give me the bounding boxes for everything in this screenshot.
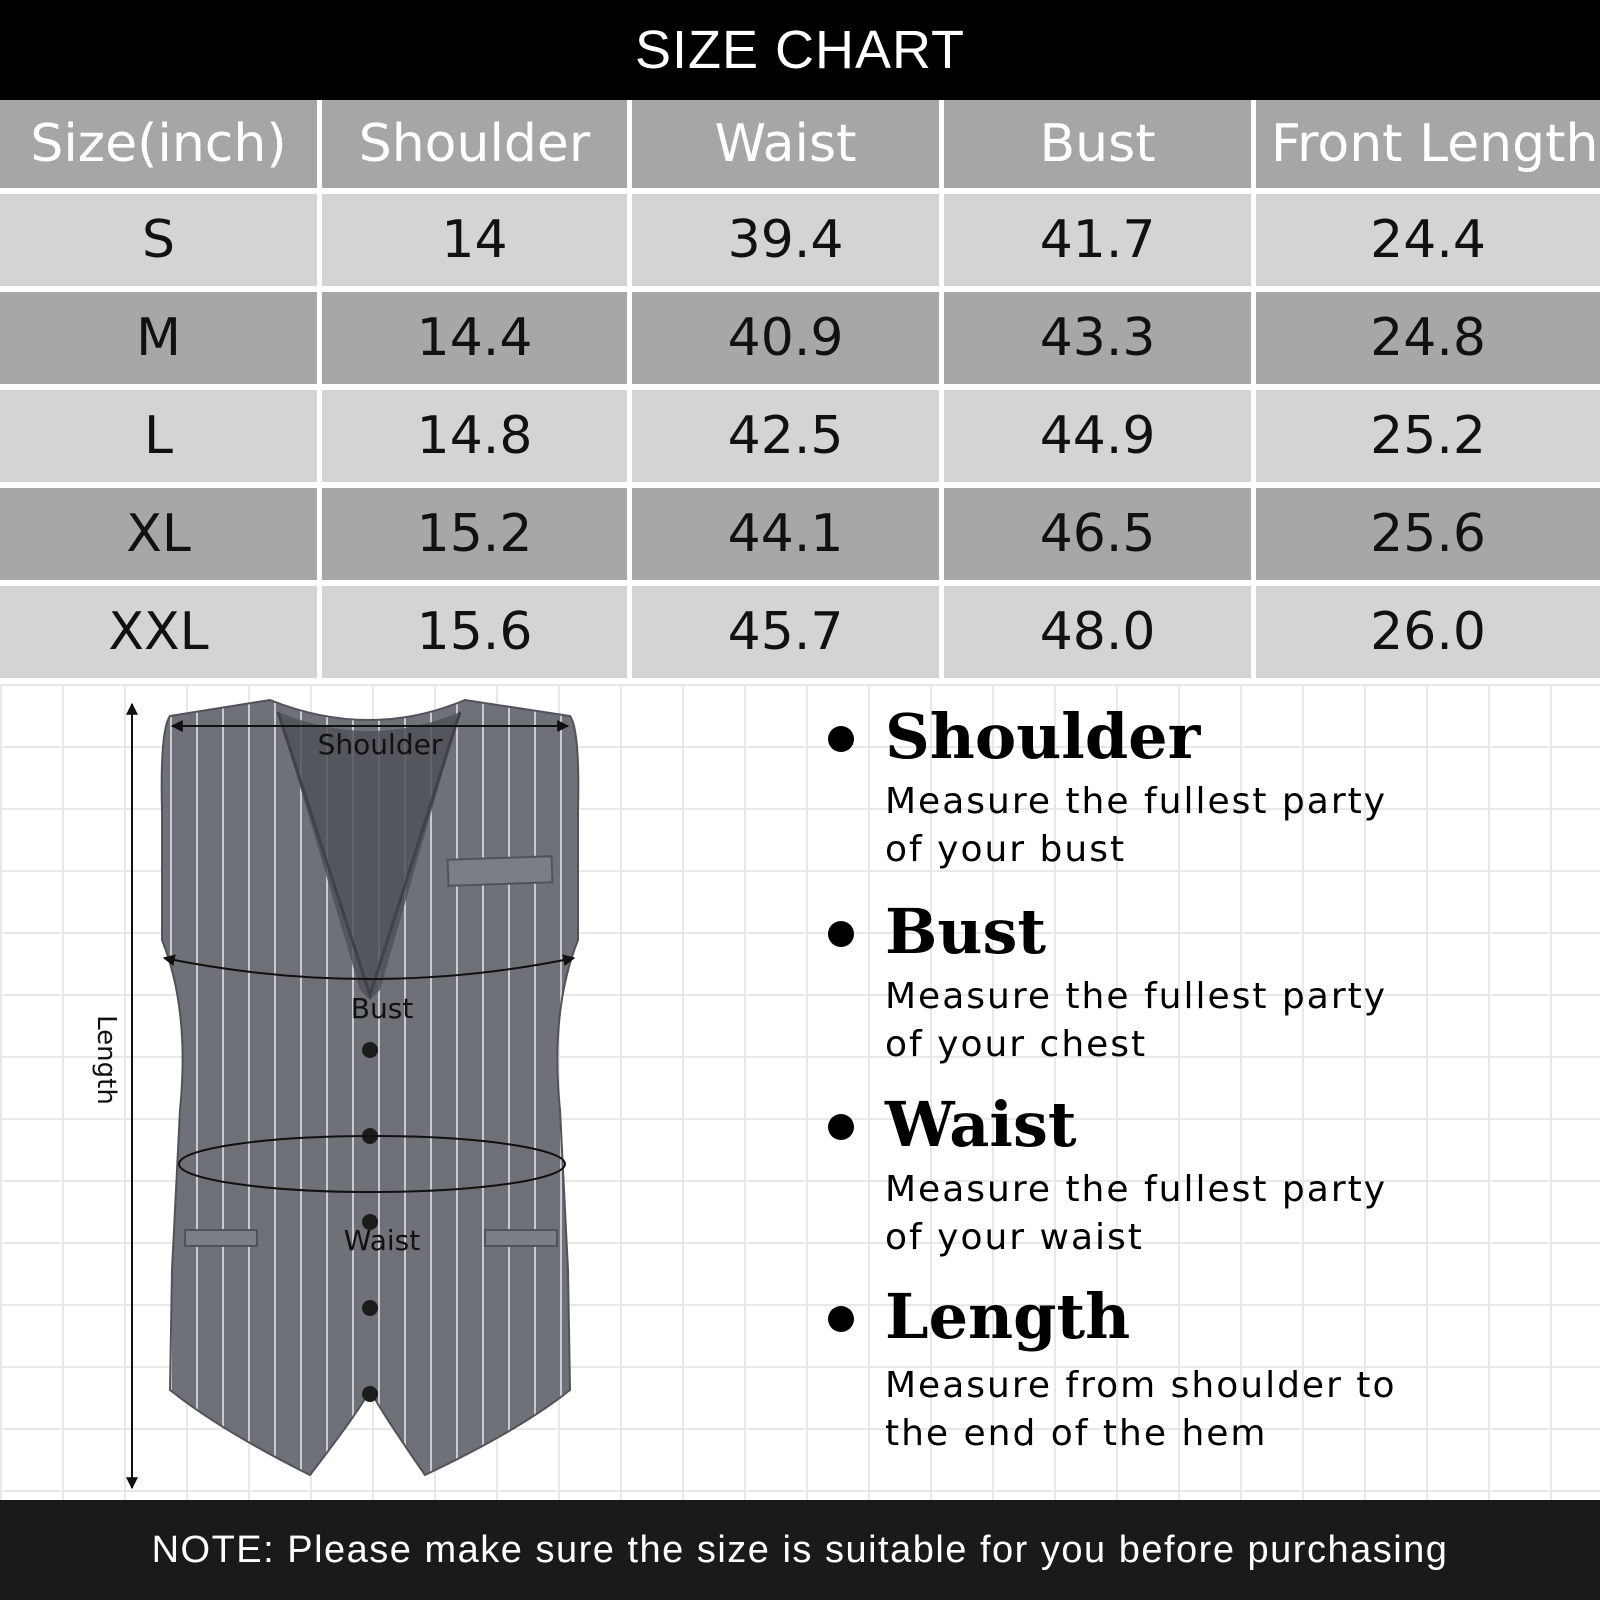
bullet-icon: [828, 921, 854, 947]
guide-desc-line: Measure the fullest party: [885, 976, 1388, 1017]
guide-desc-line: Measure the fullest party: [885, 781, 1388, 822]
cell-size: XXL: [0, 586, 317, 678]
guide-title: Bust: [885, 895, 1047, 968]
cell-waist: 42.5: [632, 390, 939, 482]
right-pocket: [485, 1230, 557, 1246]
cell-waist: 45.7: [632, 586, 939, 678]
cell-waist: 39.4: [632, 194, 939, 286]
cell-size: XL: [0, 488, 317, 580]
bullet-icon: [828, 1114, 854, 1140]
cell-bust: 44.9: [944, 390, 1251, 482]
guide-title: Waist: [885, 1088, 1077, 1161]
cell-waist: 40.9: [632, 292, 939, 384]
cell-shoulder: 15.6: [322, 586, 627, 678]
cell-bust: 46.5: [944, 488, 1251, 580]
table-row: [0, 194, 1600, 286]
waist-label: Waist: [343, 1224, 421, 1257]
bullet-icon: [828, 1306, 854, 1332]
cell-size: L: [0, 390, 317, 482]
cell-front-length: 24.4: [1256, 194, 1600, 286]
guide-desc-line: of your chest: [885, 1024, 1148, 1065]
button: [362, 1042, 378, 1058]
header-size: Size(inch): [0, 100, 317, 188]
guide-desc-line: the end of the hem: [885, 1413, 1268, 1454]
cell-bust: 41.7: [944, 194, 1251, 286]
guide-desc-line: Measure the fullest party: [885, 1169, 1388, 1210]
bullet-icon: [828, 726, 854, 752]
table-header-row: [0, 100, 1600, 188]
cell-shoulder: 14.4: [322, 292, 627, 384]
guide-title: Length: [885, 1280, 1131, 1353]
shoulder-label: Shoulder: [317, 728, 443, 761]
button: [362, 1386, 378, 1402]
table-row: [0, 586, 1600, 678]
guide-desc-line: of your waist: [885, 1217, 1144, 1258]
cell-shoulder: 14.8: [322, 390, 627, 482]
size-table: [0, 100, 1600, 684]
guide-desc: [885, 778, 1445, 874]
cell-size: M: [0, 292, 317, 384]
left-pocket: [185, 1230, 257, 1246]
guide-desc: [885, 973, 1445, 1069]
header-shoulder: Shoulder: [322, 100, 627, 188]
guide-title: Shoulder: [885, 700, 1201, 773]
cell-front-length: 26.0: [1256, 586, 1600, 678]
cell-bust: 48.0: [944, 586, 1251, 678]
guide-desc: [885, 1166, 1445, 1262]
cell-shoulder: 14: [322, 194, 627, 286]
cell-size: S: [0, 194, 317, 286]
cell-waist: 44.1: [632, 488, 939, 580]
header-bust: Bust: [944, 100, 1251, 188]
guide-desc-line: of your bust: [885, 829, 1127, 870]
cell-front-length: 24.8: [1256, 292, 1600, 384]
guide-desc-line: Measure from shoulder to: [885, 1365, 1397, 1406]
cell-shoulder: 15.2: [322, 488, 627, 580]
length-label: Length: [91, 1015, 121, 1105]
button: [362, 1300, 378, 1316]
header-front-length: Front Length: [1256, 100, 1600, 188]
guide-desc: [885, 1362, 1445, 1458]
cell-bust: 43.3: [944, 292, 1251, 384]
table-row: [0, 488, 1600, 580]
cell-front-length: 25.2: [1256, 390, 1600, 482]
bust-label: Bust: [350, 992, 414, 1025]
size-chart-title: SIZE CHART: [0, 0, 1600, 100]
purchase-note: NOTE: Please make sure the size is suitable for you before purchasing: [0, 1500, 1600, 1600]
table-row: [0, 390, 1600, 482]
header-waist: Waist: [632, 100, 939, 188]
cell-front-length: 25.6: [1256, 488, 1600, 580]
chest-pocket: [448, 856, 553, 886]
vest-diagram: [80, 690, 640, 1500]
table-row: [0, 292, 1600, 384]
